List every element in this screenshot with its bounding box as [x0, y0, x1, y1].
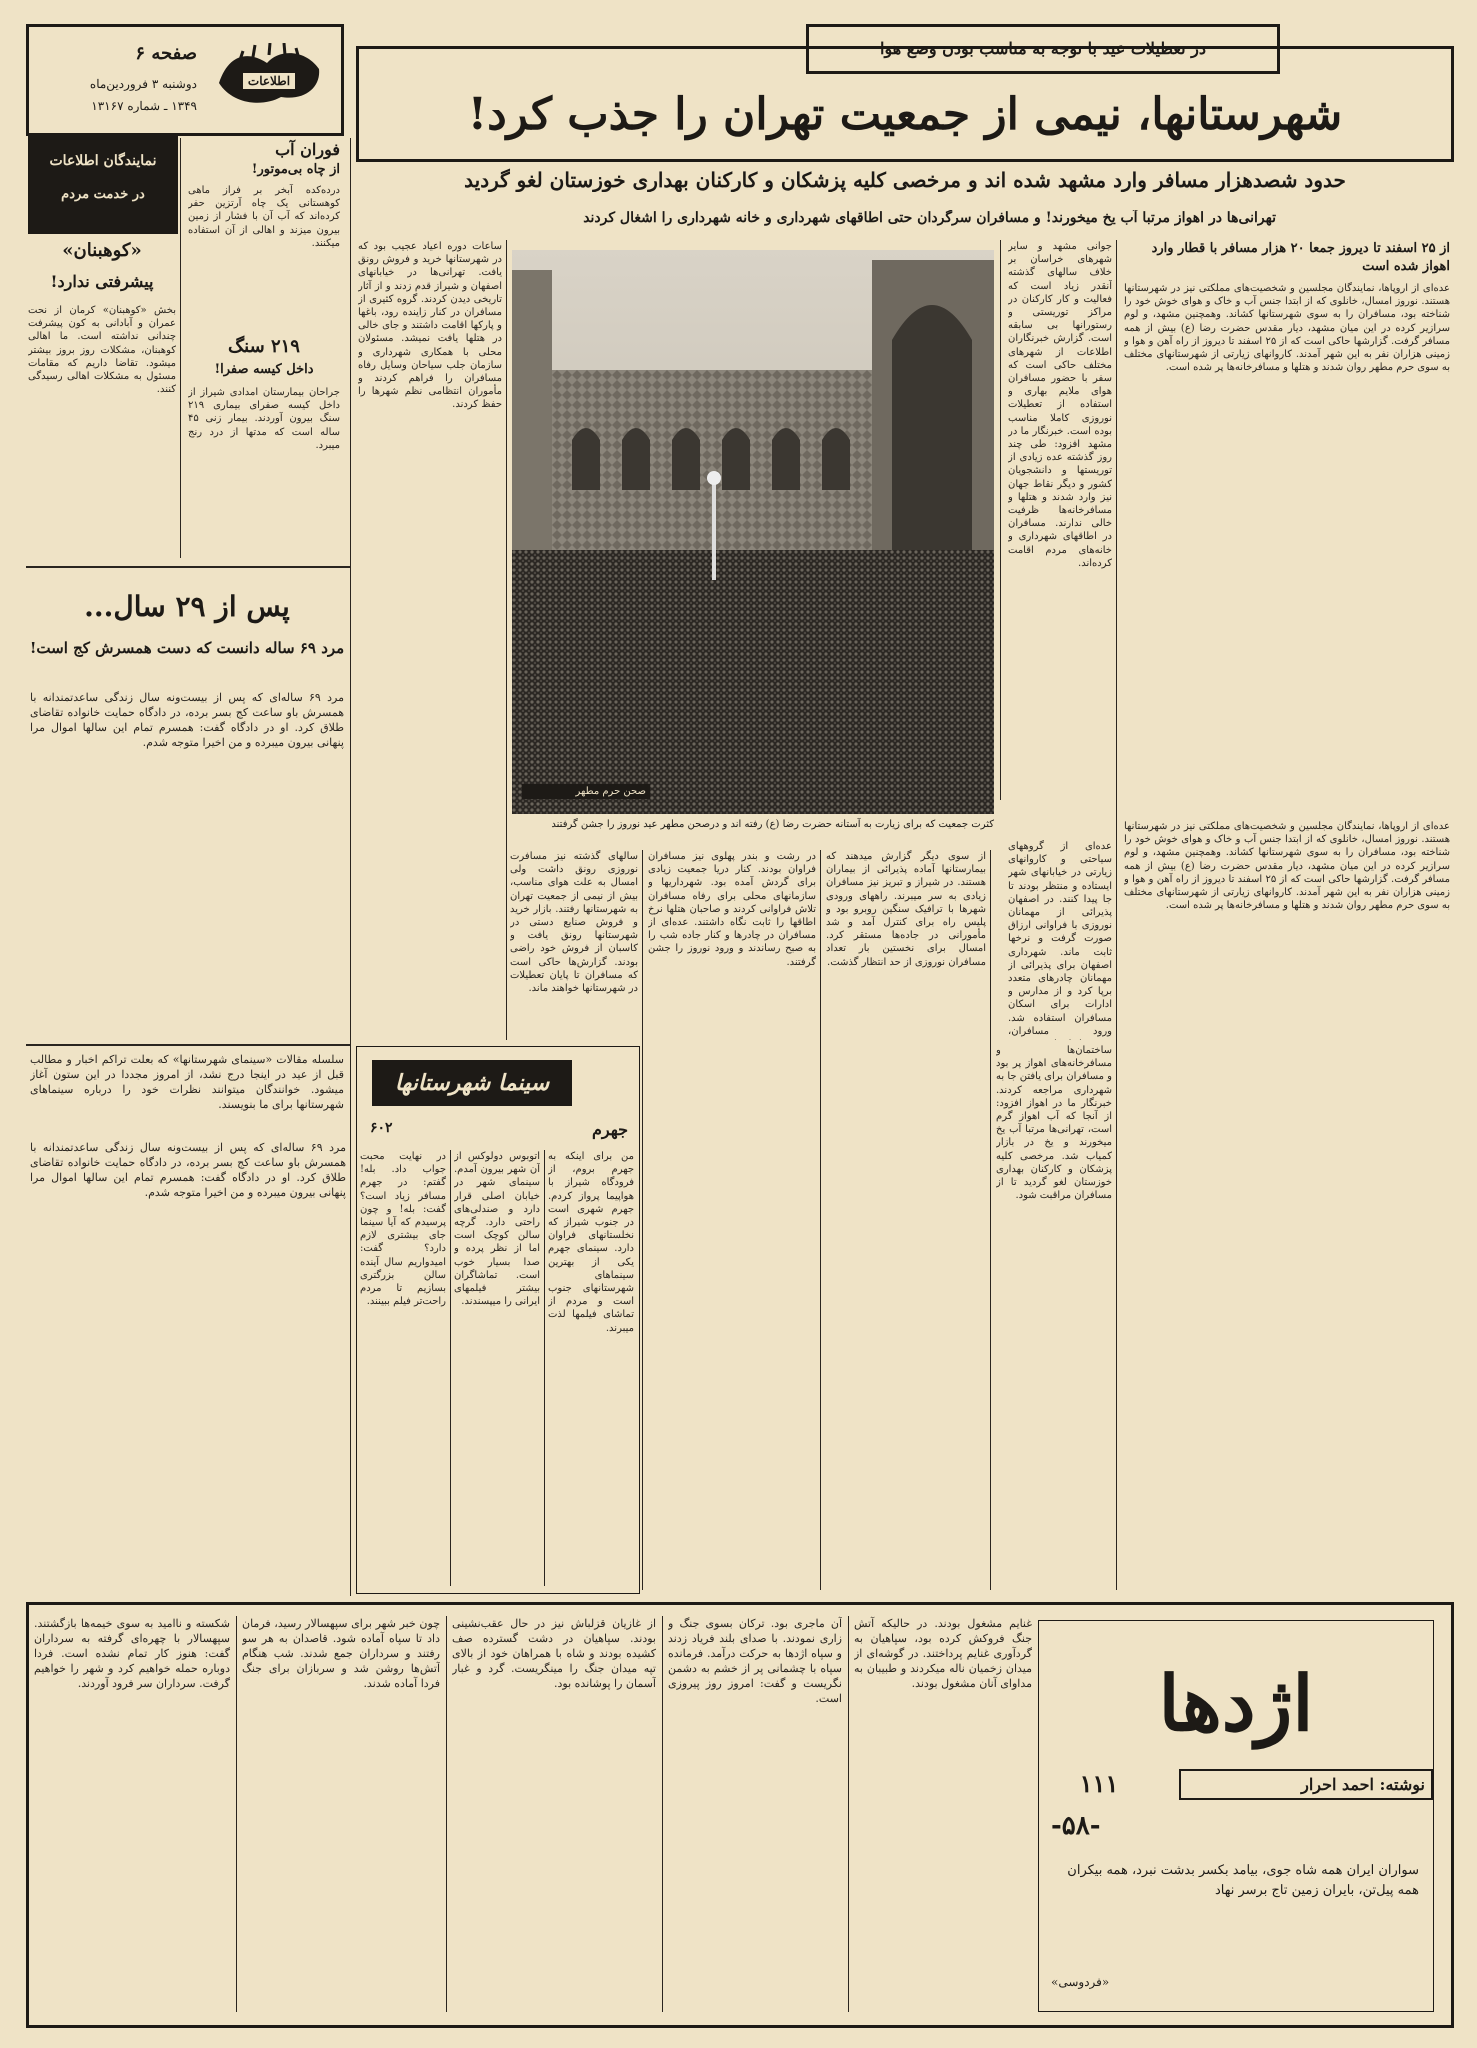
readers-box: [28, 136, 178, 234]
readers-box-title: نمایندگان اطلاعات: [49, 153, 157, 169]
kuhbanan-quote: «کوهبنان»: [62, 240, 142, 261]
cinema-col-mid: اتوبوس دولوکس از آن شهر بیرون آمدم. سینمای شهر در خیابان اصلی قرار دارد و صندلی‌های راحتی دارد. گرچه سالن کوچک است اما از نظر پرده و صدا بسیار خوب است. تماشاگران بیشتر فیلمهای ایرانی را میپسندند.: [454, 1151, 540, 1308]
cinema-title: سینما شهرستانها: [394, 1070, 550, 1096]
cinema-city: جهرم: [592, 1120, 628, 1139]
masthead-box: [26, 24, 344, 136]
cinema-col-right: من برای اینکه به جهرم بروم، از فرودگاه شیراز با هواپیما پرواز کردم. جهرم شهری است در جنوب شیراز که نخلستانهای فراوان دارد. سینمای جهرم یکی از بهترین سینماهای شهرستانهای جنوب است و مردم از تماشای فیلمها لذت میبرند.: [548, 1151, 634, 1334]
headline-subtitle: حدود شصدهزار مسافر وارد مشهد شده اند و مرخصی کلیه پزشکان و کارکنان بهداری خوزستان لغو گردید: [464, 168, 1346, 192]
main-col1: عده‌ای از اروپاها، نمایندگان مجلسین و شخصیت‌های مملکتی نیز در شهرستانها هستند. نوروز امسال، خانلوی که از ابتدا جنس آب و خاک و هوای خوش خود را شناخته بود، مسافران را به سوی شهرستانها کشاند. وهمچنین مشهد، و لوم سرازیر کرده در این میان مشهد، دیار مقدس حضرت رضا (ع) بیش از همه مسافر گرفت. گزارشها حاکی است که از ۲۵ اسفند تا دیروز از راه آهن و هوا و زمینی هزاران نفر به این شهر آمدند. کاروانهای زیارتی از شهرستانهای مختلف به سوی حرم مطهر روان شدند و هتلها و مسافرخانه‌ها پر شده است.: [1124, 283, 1450, 374]
headline-tagline: تهرانی‌ها در اهواز مرتبا آب یخ میخورند! و مسافران سرگردان حتی اطاقهای شهرداری و خانه شهرداری را اشغال کردند: [583, 210, 1276, 226]
photo-inset: صحن حرم مطهر: [522, 784, 650, 799]
water-text: درده‌کده آبخر بر فراز ماهی کوهستانی یک چاه آرتزین حفر کرده‌اند که آب آن با فشار از زمین بیرون میزند و اهالی از آن استفاده میکنند.: [188, 185, 340, 249]
headline-kicker: در تعطیلات عید با توجه به مناسب بودن وضع هوا: [880, 39, 1206, 58]
story-text: مرد ۶۹ ساله‌ای که پس از بیست‌ونه سال زندگی ساعدتمندانه با همسرش باو ساعت کج بسر برده، در دادگاه حمایت خانواده تقاضای طلاق کرد. او در دادگاه گفت: همسرم تمام این سالها اموال مرا پنهانی بیرون میبرده و من اخیرا متوجه شدم.: [30, 691, 344, 749]
lower-col2: از سوی دیگر گزارش میدهند که بیمارستانها آماده پذیرائی از بیماران هستند. در شیراز و تبریز نیز مسافران زیادی به سر میبرند. راههای ورودی شهرها با ترافیک سنگین روبرو بود و پلیس راه برای کنترل آمد و شد مأمورانی در جاده‌ها مستقر کرد. امسال برای نخستین بار تعداد مسافران نوروزی از حد انتظار گذشت.: [826, 851, 986, 968]
letters-text: سلسله مقالات «سینمای شهرستانها» که بعلت تراکم اخبار و مطالب قبل از عید در اینجا درج نشد، از امروز مجددا در این ستون آغاز میشود. خوانندگان میتوانند نظرات خود را درباره سینماهای شهرستانها برای ما بنویسند.: [30, 1053, 344, 1111]
serial-col5: غنایم مشغول بودند. در حالیکه آتش جنگ فروکش کرده بود، سپاهیان به گردآوری غنایم پرداختند. در گوشه‌ای از میدان زخمیان ناله میکردند و طبیبان به مداوای آنان مشغول بودند.: [854, 1617, 1032, 1690]
serial-title: اژدها: [1158, 1659, 1314, 1748]
kuhbanan-sub: پیشرفتی ندارد!: [50, 272, 154, 291]
story-title: پس از ۲۹ سال...: [84, 590, 290, 623]
logo-text: اطلاعات: [247, 74, 291, 88]
serial-number: -۵۸-: [1051, 1811, 1101, 1841]
water-title: فوران آب: [275, 140, 340, 159]
main-col1-cont: عده‌ای از اروپاها، نمایندگان مجلسین و شخصیت‌های مملکتی نیز در شهرستانها هستند. نوروز امسال، خانلوی که از ابتدا جنس آب و خاک و هوای خوش خود را شناخته بود، مسافران را به سوی شهرستانها کشاند. وهمچنین مشهد، و لوم سرازیر کرده در این میان مشهد، دیار مقدس حضرت رضا (ع) بیش از همه مسافر گرفت. گزارشها حاکی است که از ۲۵ اسفند تا دیروز از راه آهن و هوا و زمینی هزاران نفر به این شهر آمدند. کاروانهای زیارتی از شهرستانهای مختلف به سوی حرم مطهر روان شدند و هتلها و مسافرخانه‌ها پر شده است.: [1124, 821, 1450, 912]
serial-col4: شکسته و ناامید به سوی خیمه‌ها بازگشتند. سپهسالار با چهره‌ای گرفته به سرداران گفت: هنوز کار تمام نشده است. فردا دوباره حمله خواهیم کرد و شهر را خواهیم گرفت. سرداران سر فرود آوردند.: [34, 1617, 230, 1690]
serial-intro: سواران ایران همه شاه جوی، بیامد بکسر بدشت نبرد، همه بیکران همه پیل‌تن، بایران زمین تاج برسر نهاد: [1067, 1863, 1419, 1898]
readers-box-sub: در خدمت مردم: [61, 187, 145, 202]
lower-col4: سالهای گذشته نیز مسافرت نوروزی رونق داشت ولی امسال به علت هوای مناسب، بیش از نیمی از جمعیت تهران به شهرستانها رفتند. بازار خرید و فروش صنایع دستی در شهرستانها رونق یافت و کاسبان از فروش خود راضی بودند. گزارش‌ها حاکی است که مسافران تا پایان تعطیلات در شهرستانها خواهند ماند.: [510, 851, 638, 995]
sinak-text: جراحان بیمارستان امدادی شیراز از داخل کیسه صفرای بیماری ۲۱۹ سنگ بیرون آوردند. بیمار زنی ۴۵ ساله است که مدتها از درد رنج میبرد.: [188, 387, 340, 451]
page-number: صفحه ۶: [135, 43, 197, 64]
serial-col3: چون خبر شهر برای سپهسالار رسید، فرمان داد تا سپاه آماده شود. قاصدان به هر سو رفتند و سرداران جمع شدند. شب هنگام آتش‌ها روشن شد و سربازان برای جنگ فردا آماده شدند.: [242, 1617, 440, 1690]
kuhbanan-text: بخش «کوهبنان» کرمان از نحت عمران و آبادانی به کون پیشرفت چندانی نداشته است. ما اهالی کوهبنان، مشکلات روز بروز بیشتر میشود. تقاضا داریم که مقامات مسئول به مشکلات اهالی رسیدگی کنند.: [28, 305, 176, 396]
serial-poet: «فردوسی»: [1051, 1975, 1110, 1989]
cinema-title-block: [372, 1060, 572, 1106]
main-col4: عده‌ای از گروههای سیاحتی و کاروانهای زیارتی در خیابانهای شهر ایستاده و منتظر بودند تا جا پیدا کنند. در اصفهان پذیرائی از مهمانان نوروزی با فراوانی ارزاق صورت گرفت و نرخها ثابت ماند. شهرداری اصفهان برای پذیرائی از مهمانان چادرهای متعدد برپا کرد و از مدارس و ادارات برای اسکان مسافران استفاده شد. ورود مسافران،: [1008, 841, 1112, 1037]
headline-title: شهرستانها، نیمی از جمعیت تهران را جذب کرد!: [467, 89, 1343, 140]
serial-author: نوشته: احمد احرار: [1179, 1769, 1433, 1800]
newspaper-logo: [209, 43, 327, 111]
headline-box: [356, 46, 1454, 162]
lower-col1: ساختمان‌ها و مسافرخانه‌های اهواز پر بود و مسافران برای یافتن جا به شهرداری مراجعه کردند. خبرنگار ما در اهواز افزود: از آنجا که آب اهواز گرم است، تهرانی‌ها مرتبا آب یخ میخورند و یخ در بازار کمیاب شد. مرخصی کلیه پزشکان و کارکنان بهداری خوزستان لغو گردید تا از مسافران مراقبت شود.: [996, 1045, 1112, 1202]
lead-bullets: [1124, 240, 1450, 800]
sinak-title: ۲۱۹ سنگ: [228, 336, 300, 357]
serial-episode: ۱۱۱: [1079, 1769, 1119, 1798]
letters-text-cont: مرد ۶۹ ساله‌ای که پس از بیست‌ونه سال زندگی ساعدتمندانه با همسرش باو ساعت کج بسر برده، در دادگاه حمایت خانواده تقاضای طلاق کرد. او در دادگاه گفت: همسرم تمام این سالها اموال مرا پنهانی بیرون میبرده و من اخیرا متوجه شدم.: [30, 1141, 346, 1199]
cinema-number: ۶۰۲: [370, 1120, 393, 1136]
lower-col3: در رشت و بندر پهلوی نیز مسافران فراوان بودند. کنار دریا جمعیت زیادی برای گردش آمده بود. شهرداریها و سازمانهای محلی برای رفاه مسافران تلاش فراوانی کردند و صاحبان هتلها نرخ اطاقها را ثابت نگاه داشتند. عده‌ای از مسافران در چادرها و کنار جاده شب را به صبح رساندند و ورود نوروز را جشن گرفتند.: [648, 851, 816, 968]
main-col3: ساعات دوره اعیاد عجیب بود که در شهرستانها خرید و فروش رونق یافت. تهرانی‌ها در خیابانهای اصفهان و شیراز قدم زدند و از آثار تاریخی دیدن کردند. گروه کثیری از مسافران در کنار زاینده رود، باغها و پارکها اقامت داشتند و جای خالی در هتلها یافت نمیشد. مسئولان محلی با همکاری شهرداری و سازمان جلب سیاحان وسایل رفاه مسافران را فراهم کردند و مأموران انتظامی نظم شهرها را حفظ کردند.: [358, 241, 502, 411]
serial-title-box: [1038, 1620, 1434, 2012]
story-sub: مرد ۶۹ ساله دانست که دست همسرش کج است!: [29, 639, 345, 657]
sinak-sub: داخل کیسه صفرا!: [214, 362, 314, 377]
serial-col1: آن ماجری بود. ترکان بسوی جنگ و زاری نمودند. با صدای بلند فریاد زدند و سپاه اژدها به حرکت درآمد. فرمانده سپاه با چشمانی پر از خشم به دشمن نگریست و گفت: امروز روز پیروزی است.: [668, 1617, 842, 1705]
photo-caption: کثرت جمعیت که برای زیارت به آستانه حضرت رضا (ع) رفته اند و درصحن مطهر عید نوروز را جشن گرفتند: [551, 819, 994, 830]
serial-col2: از غازیان قزلباش نیز در حال عقب‌نشینی بودند. سپاهیان در دشت گسترده صف کشیده بودند و شاه با همراهان خود از بالای تپه میدان جنگ را مینگریست. گرد و غبار آسمان را پوشانده بود.: [452, 1617, 656, 1690]
shrine-photo: [512, 250, 994, 814]
date-line: دوشنبه ۳ فروردین‌ماه: [89, 77, 197, 91]
cinema-col-left: در نهایت محبت جواب داد. بله! گفتم: در جهرم مسافر زیاد است؟ گفت: بله! و چون پرسیدم که آیا سینما جای بیشتری لازم دارد؟ گفت: امیدواریم سال آینده سالن بزرگتری بسازیم تا مردم راحت‌تر فیلم ببینند.: [360, 1151, 446, 1308]
lead-bullet-first: از ۲۵ اسفند تا دیروز جمعا ۲۰ هزار مسافر با قطار وارد اهواز شده است: [1151, 241, 1450, 274]
issue-line: ۱۳۴۹ ـ شماره ۱۳۱۶۷: [91, 99, 197, 113]
water-sub: از چاه بی‌موتور!: [251, 162, 340, 177]
main-col2: جوانی مشهد و سایر شهرهای خراسان بر خلاف سالهای گذشته آنقدر زیاد است که فعالیت و کار کارکنان در مراکز توریستی و رستورانها بی سابقه است. گزارش خبرنگاران اطلاعات از شهرهای مختلف حاکی است که سفر با حضور مسافران هوای ملایم بهاری و استفاده از تعطیلات نوروزی کاملا مناسب بوده است. خبرنگار ما در مشهد افزود: طی چند روز گذشته عده زیادی از توریستها و دانشجویان کشور و دیگر نقاط جهان نیز وارد شدند و هتلها و مسافرخانه‌ها ظرفیت خالی ندارند. مسافران در اطاقهای شهرداری و خانه‌های مردم اقامت کرده‌اند.: [1008, 241, 1112, 569]
